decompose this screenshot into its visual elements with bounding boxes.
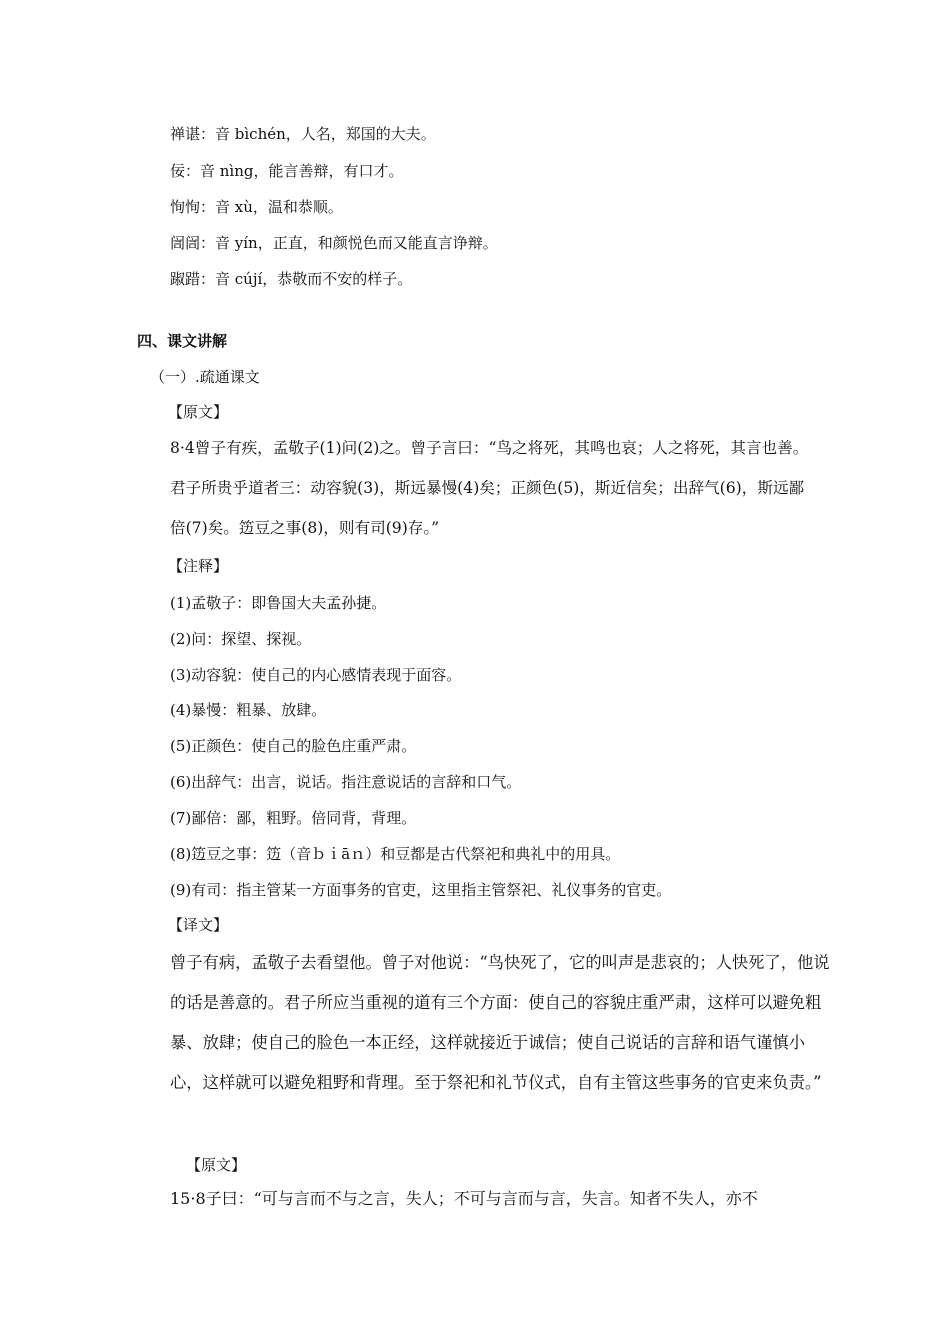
vocab-line-4: 訚訚：音 yín，正直，和颜悦色而又能直言诤辩。 — [170, 234, 498, 252]
note-3: (3)动容貌：使自己的内心感情表现于面容。 — [170, 666, 462, 684]
note-6: (6)出辞气：出言，说话。指注意说话的言辞和口气。 — [170, 773, 522, 791]
translation-text: 曾子有病，孟敬子去看望他。曾子对他说：“鸟快死了，它的叫声是悲哀的；人快死了，他说的话是善意的。君子所应当重视的道有三个方面：使自己的容貌庄重严肃，这样可以避免粗暴、放肆；使自己的脸色一本正经，这样就接近于诚信；使自己说话的言辞和语气谨慎小心，这样就可以避免粗野和背理。至于祭祀和礼节仪式，自有主管这些事务的官吏来负责。” — [170, 953, 830, 1092]
note-8: (8)笾豆之事：笾（音ｂｉāｎ）和豆都是古代祭祀和典礼中的用具。 — [170, 845, 621, 863]
translation-label: 【译文】 — [168, 916, 229, 934]
section-heading: 四、课文讲解 — [137, 332, 228, 350]
note-2: (2)问：探望、探视。 — [170, 630, 312, 648]
note-9: (9)有司：指主管某一方面事务的官吏，这里指主管祭祀、礼仪事务的官吏。 — [170, 881, 672, 899]
vocab-line-5: 踧踖：音 cújí，恭敬而不安的样子。 — [170, 270, 413, 288]
vocab-line-3: 恂恂：音 xù，温和恭顺。 — [170, 198, 343, 216]
note-7: (7)鄙倍：鄙，粗野。倍同背，背理。 — [170, 809, 417, 827]
notes-label: 【注释】 — [168, 557, 229, 575]
vocab-line-2: 佞：音 nìng，能言善辩，有口才。 — [170, 162, 404, 180]
vocab-line-1: 禅谌：音 bìchén，人名，郑国的大夫。 — [170, 125, 436, 143]
original-text-1: 8·4曾子有疾，孟敬子(1)问(2)之。曾子言曰：“鸟之将死，其鸣也哀；人之将死，其言也善。君子所贵乎道者三：动容貌(3)，斯远暴慢(4)矣；正颜色(5)，斯近信矣；出辞气(6)，斯远鄙倍(7)矣。笾豆之事(8)，则有司(9)存。” — [170, 439, 809, 537]
section-subheading: （一）.疏通课文 — [150, 368, 260, 386]
note-1: (1)孟敬子：即鲁国大夫孟孙捷。 — [170, 594, 387, 612]
note-5: (5)正颜色：使自己的脸色庄重严肃。 — [170, 737, 417, 755]
original-label-2: 【原文】 — [186, 1156, 247, 1174]
original-label-1: 【原文】 — [168, 403, 229, 421]
note-4: (4)暴慢：粗暴、放肆。 — [170, 701, 327, 719]
original-text-2: 15·8子曰：“可与言而不与之言，失人；不可与言而与言，失言。知者不失人，亦不 — [170, 1189, 758, 1208]
